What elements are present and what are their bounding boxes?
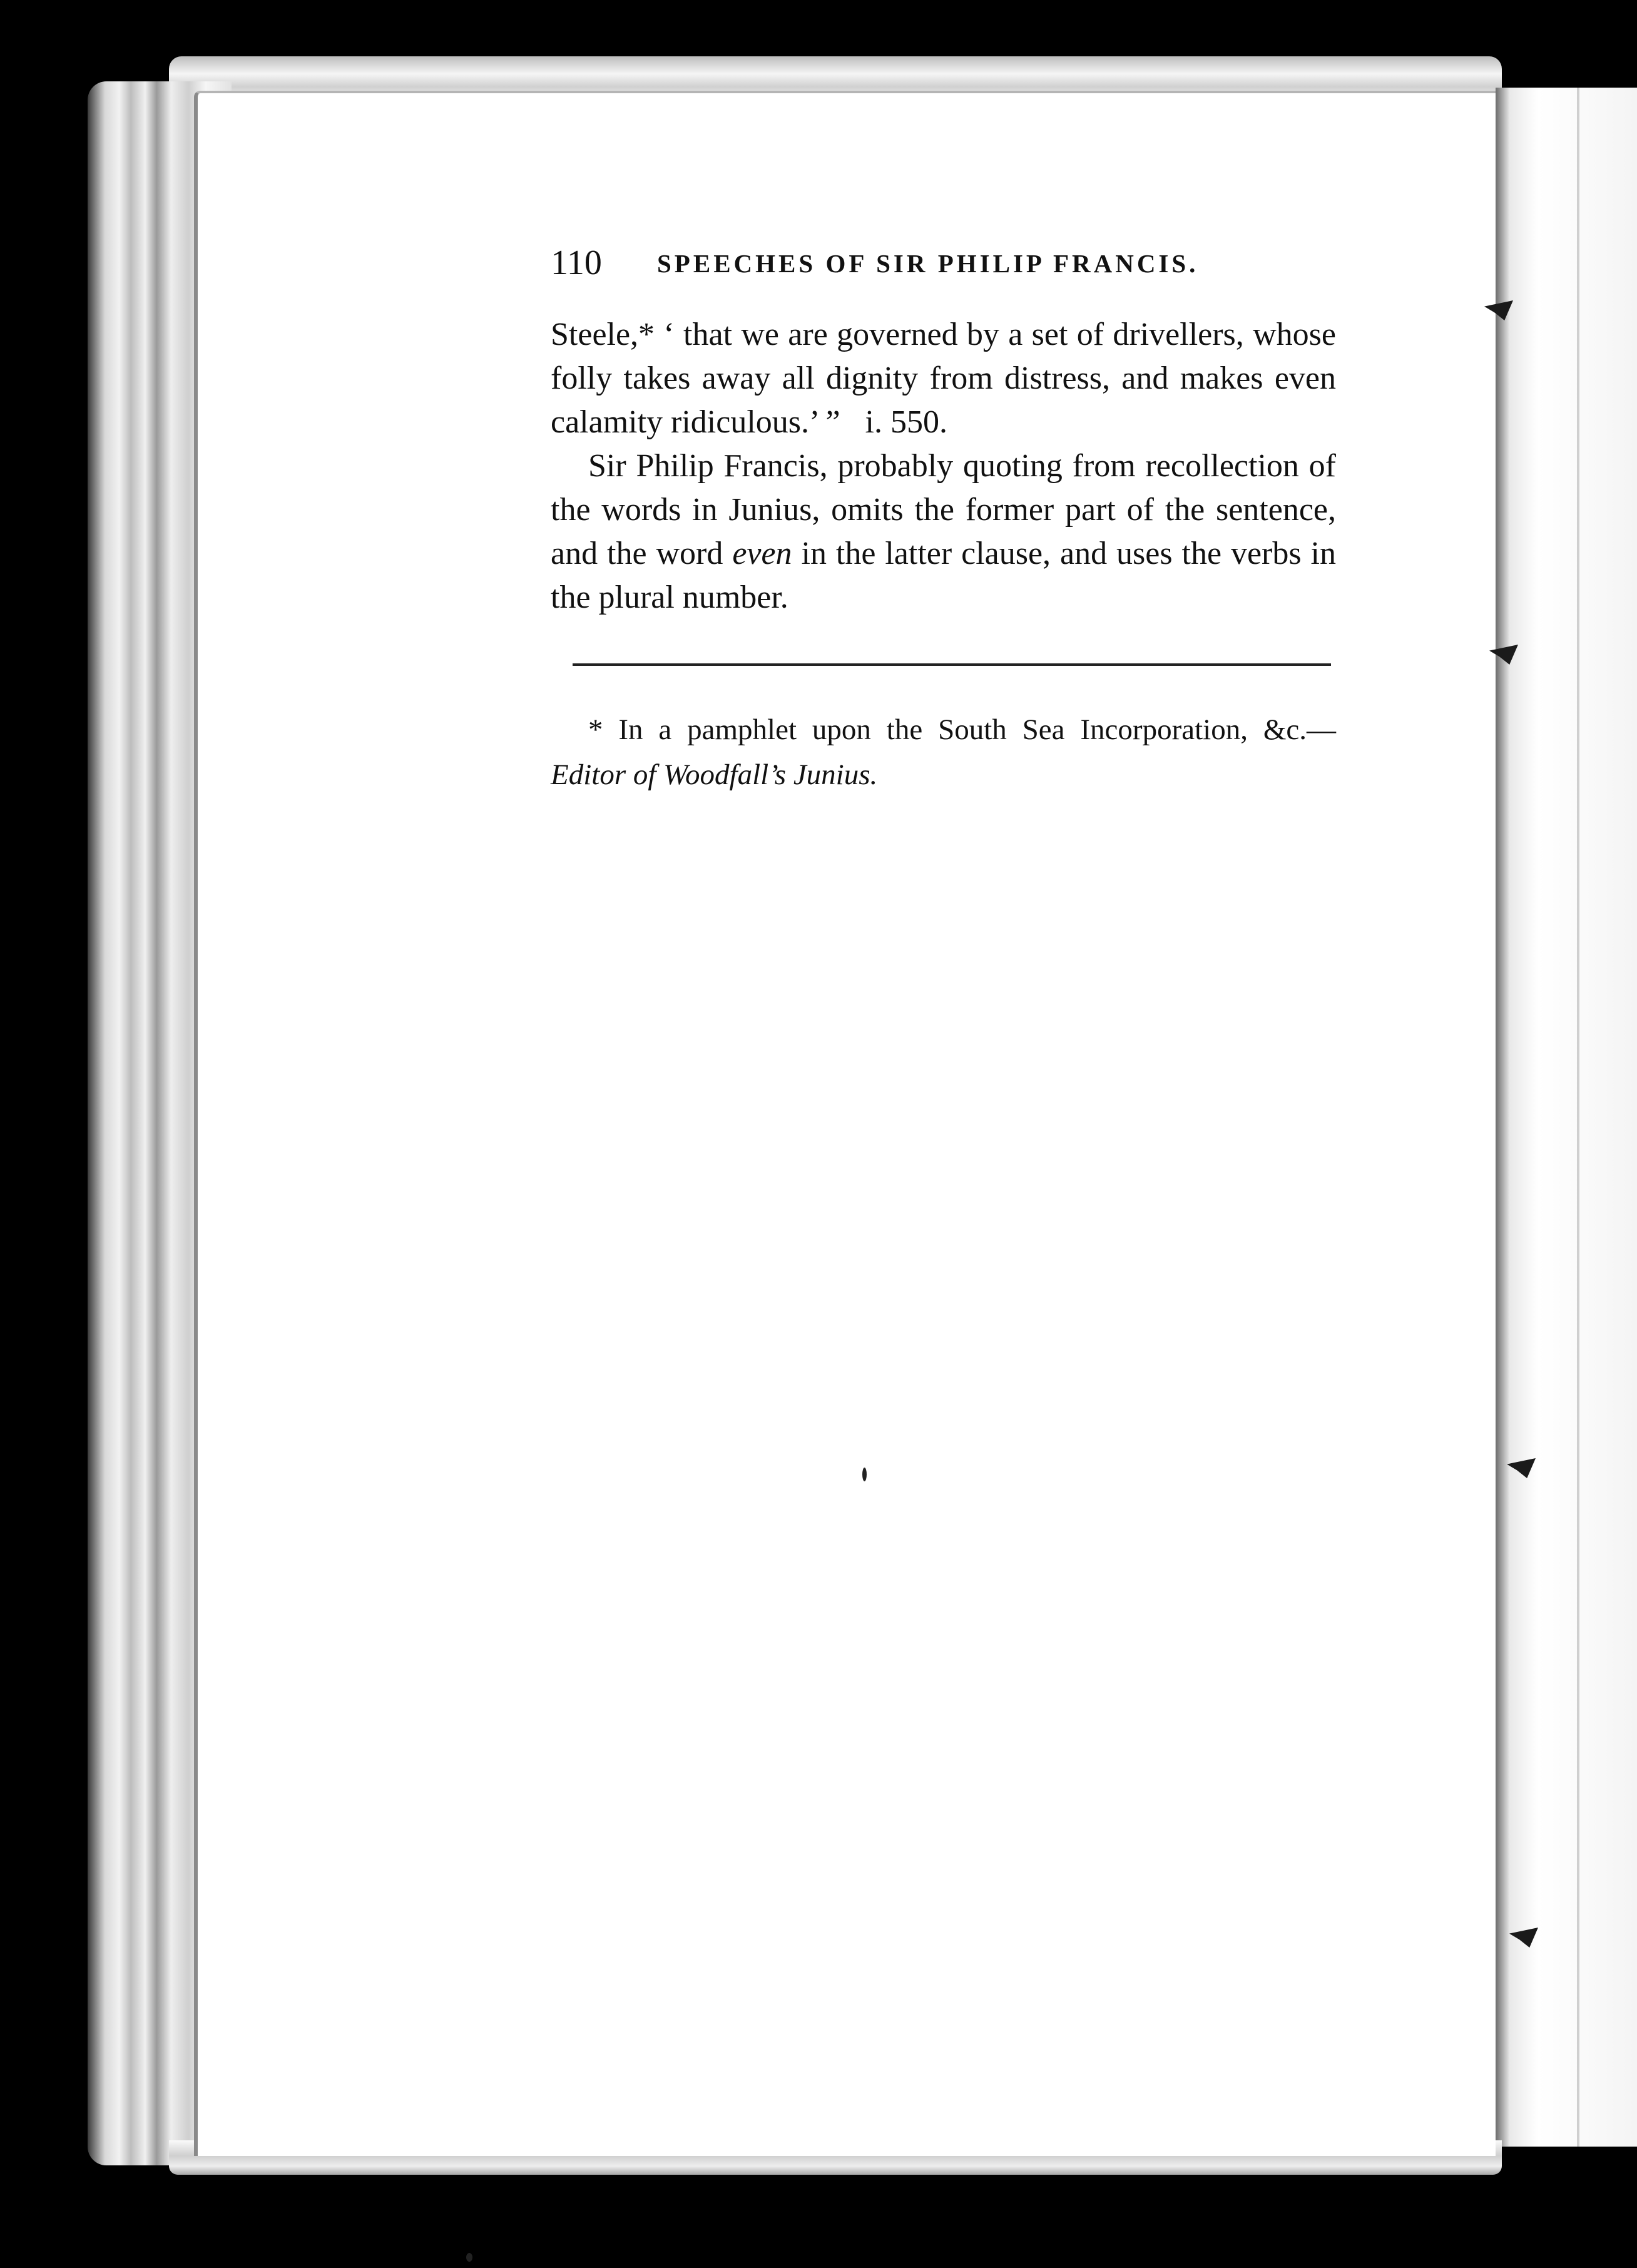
facing-page <box>1496 88 1637 2147</box>
facing-page-edge <box>1577 88 1579 2147</box>
paragraph-1 <box>551 313 1336 444</box>
paragraph-2 <box>551 444 1336 620</box>
page-speck <box>466 2253 472 2262</box>
paragraph-1-start: Steele,* <box>551 317 664 352</box>
page-number: 110 <box>551 243 602 282</box>
paragraph-2-italic: even <box>732 536 792 571</box>
footnote-rule <box>573 663 1331 666</box>
footnote-text: * In a pamphlet upon the South Sea Incorporation, &c.— <box>588 713 1336 746</box>
paragraph-2-after: in the latter clause, and uses the verbs in the plural number. <box>551 536 1336 615</box>
paragraph-1-citation: i. 550. <box>865 404 947 440</box>
running-head <box>551 241 1245 285</box>
footnote-italic: Editor of Woodfall’s Junius. <box>551 759 878 791</box>
paragraph-2-before: Sir Philip Francis, probably quoting from recollection of the words in Junius, omits the former part of the sentence, and the word <box>551 448 1336 571</box>
body-text <box>551 313 1336 620</box>
footnote <box>551 707 1336 797</box>
running-head-title: SPEECHES OF SIR PHILIP FRANCIS. <box>657 249 1199 278</box>
paragraph-1-quote: ‘ that we are governed by a set of drivellers, whose folly takes away all dignity from distress, and makes even calamity ridiculous.’ ” <box>551 317 1336 440</box>
page-speck <box>862 1468 867 1481</box>
footnote-paragraph <box>551 707 1336 797</box>
